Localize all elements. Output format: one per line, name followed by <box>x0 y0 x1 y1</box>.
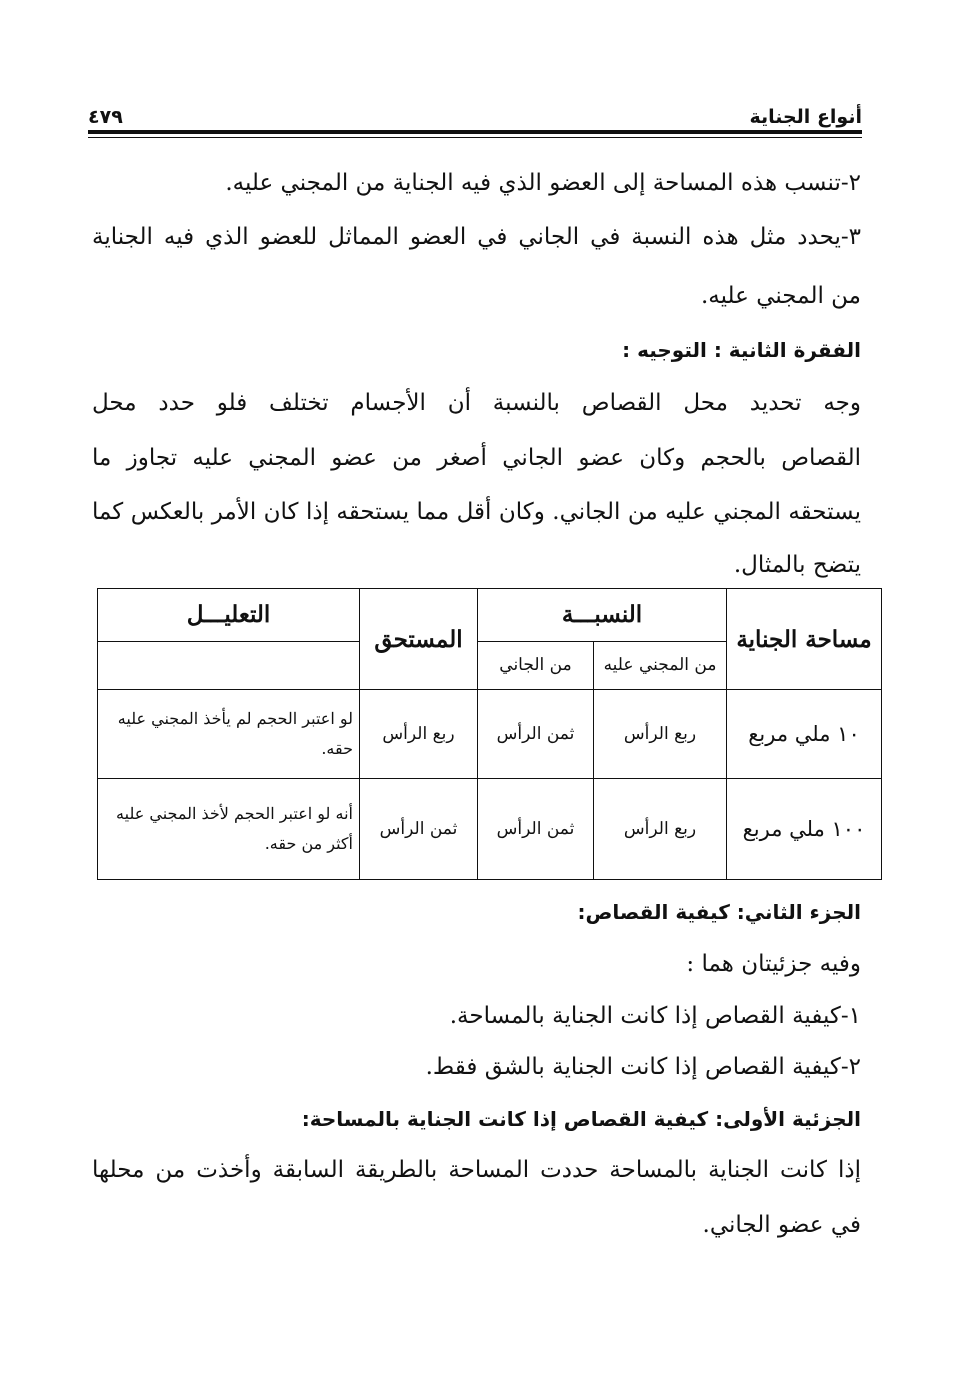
paragraph-line: يتضح بالمثال. <box>733 552 861 578</box>
section-heading: الجزئية الأولى: كيفية القصاص إذا كانت الجناية بالمساحة: <box>301 1107 861 1131</box>
cell-deserved: ربع الرأس <box>360 690 478 779</box>
section-heading: الفقرة الثانية : التوجيه : <box>622 338 861 362</box>
cell-area: ١٠ ملي مربع <box>727 690 882 779</box>
cell-victim: ربع الرأس <box>594 690 727 779</box>
cell-victim: ربع الرأس <box>594 778 727 879</box>
paragraph-line: من المجني عليه. <box>700 283 861 309</box>
header-reason-empty <box>98 641 360 690</box>
paragraph-line: ٢-تنسب هذه المساحة إلى العضو الذي فيه الجناية من المجني عليه. <box>225 170 861 196</box>
page-number: ٤٧٩ <box>88 106 123 128</box>
paragraph-line: وجه تحديد محل القصاص بالنسبة أن الأجسام تختلف فلو حدد محل <box>92 390 861 416</box>
table-row <box>98 778 882 879</box>
list-item: ٢-كيفية القصاص إذا كانت الجناية بالشق فقط. <box>425 1054 861 1080</box>
paragraph-line: إذا كانت الجناية بالمساحة حددت المساحة بالطريقة السابقة وأخذت من محلها <box>92 1157 861 1183</box>
chapter-title: أنواع الجناية <box>749 106 862 128</box>
example-table <box>97 588 882 880</box>
cell-deserved: ثمن الرأس <box>360 778 478 879</box>
header-ratio-victim: من المجني عليه <box>594 641 727 690</box>
paragraph-line: في عضو الجاني. <box>702 1212 861 1238</box>
page-header <box>88 94 862 128</box>
cell-offender: ثمن الرأس <box>478 778 594 879</box>
paragraph-line: القصاص بالحجم وكان عضو الجاني أصغر من عضو المجني عليه تجاوز ما <box>92 445 861 471</box>
paragraph-line: يستحقه المجني عليه من الجاني. وكان أقل مما يستحقه إذا كان الأمر بالعكس كما <box>92 499 861 525</box>
header-rule <box>88 130 862 134</box>
table-row <box>98 690 882 779</box>
header-rule-thin <box>88 137 862 138</box>
cell-offender: ثمن الرأس <box>478 690 594 779</box>
paragraph-line: وفيه جزئيتان هما : <box>686 951 861 977</box>
cell-area: ١٠٠ ملي مربع <box>727 778 882 879</box>
cell-reason: لو اعتبر الحجم لم يأخذ المجني عليه حقه. <box>98 690 360 779</box>
section-heading: الجزء الثاني: كيفية القصاص: <box>577 900 861 924</box>
list-item: ١-كيفية القصاص إذا كانت الجناية بالمساحة. <box>449 1003 861 1029</box>
cell-reason: أنه لو اعتبر الحجم لأخذ المجني عليه أكثر من حقه. <box>98 778 360 879</box>
header-deserved: المستحق <box>360 589 478 690</box>
header-ratio: النسبـــة <box>478 589 727 642</box>
paragraph-line: ٣-يحدد مثل هذه النسبة في الجاني في العضو المماثل للعضو الذي فيه الجناية <box>92 224 861 250</box>
header-ratio-offender: من الجاني <box>478 641 594 690</box>
header-area: مساحة الجناية <box>727 589 882 690</box>
header-reason: التعليـــل <box>98 589 360 642</box>
